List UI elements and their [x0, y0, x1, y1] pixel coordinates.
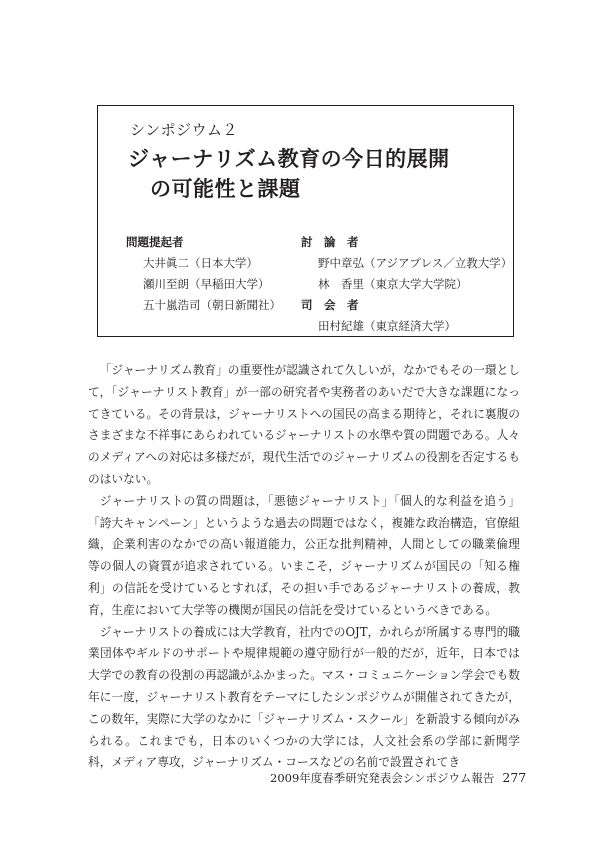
- discussants-role-label: 討 論 者: [301, 235, 359, 249]
- body-paragraph: ジャーナリストの養成には大学教育，社内でのOJT，かれらが所属する専門的職業団体やギルドのサポートや規律規範の遵守励行が一般的だが，近年，日本では大学での教育の役割の再認識がふかまった。マス・コミュニケーション学会でも数年に一度，ジャーナリスト教育をテーマにしたシンポジウムが開催されてきたが，この数年，実際に大学のなかに「ジャーナリズム・スクール」を新設する傾向がみられる。これまでも，日本のいくつかの大学には，人文社会系の学部に新聞学科，メディア専攻，ジャーナリズム・コースなどの名前で設置されてき: [88, 624, 520, 770]
- discussants-column: [301, 232, 512, 337]
- presenter-name: 大井眞二（日本大学）: [143, 256, 258, 270]
- moderator-role-label: 司 会 者: [301, 298, 359, 312]
- presenter-name: 五十嵐浩司（朝日新聞社）: [143, 298, 281, 312]
- body-paragraph: 「ジャーナリズム教育」の重要性が認識されて久しいが，なかでもその一環として，「ジャーナリスト教育」が一部の研究者や実務者のあいだで大きな課題になってきている。その背景は，ジャーナリストへの国民の高まる期待と，それに裏腹のさまざまな不祥事にあらわれているジャーナリストの水準や質の問題である。人々のメディアへの対応は多様だが，現代生活でのジャーナリズムの役割を否定するものはいない。: [88, 363, 520, 486]
- title-line-2: の可能性と課題: [150, 177, 301, 201]
- presenter-name: 瀬川至朗（早稲田大学）: [143, 277, 270, 291]
- discussant-name: 林 香里（東京大学大学院）: [318, 277, 468, 291]
- body-text: [88, 360, 520, 774]
- symposium-title: [128, 144, 450, 204]
- page-number: 277: [502, 770, 527, 785]
- page-footer: [270, 770, 526, 786]
- presenters-column: [126, 232, 281, 316]
- footer-report-title: 2009年度春季研究発表会シンポジウム報告: [270, 771, 495, 785]
- body-paragraph: ジャーナリストの質の問題は，「悪徳ジャーナリスト」「個人的な利益を追う」「誇大キャンペーン」というような過去の問題ではなく，複雑な政治構造，官僚組織，企業利害のなかでの高い報道能力，公正な批判精神，人間としての職業倫理等の個人の資質が追求されている。いまこそ，ジャーナリズムが国民の「知る権利」の信託を受けているとすれば，その担い手であるジャーナリストの養成，教育，生産において大学等の機関が国民の信託を受けているというべきである。: [88, 493, 520, 617]
- symposium-header-box: [97, 105, 514, 337]
- discussant-name: 野中章弘（アジアプレス／立教大学）: [318, 256, 513, 270]
- moderator-name: 田村紀雄（東京経済大学）: [318, 319, 456, 333]
- symposium-kicker: シンポジウム２: [130, 121, 238, 139]
- presenters-role-label: 問題提起者: [126, 235, 184, 249]
- title-line-1: ジャーナリズム教育の今日的展開: [128, 147, 450, 171]
